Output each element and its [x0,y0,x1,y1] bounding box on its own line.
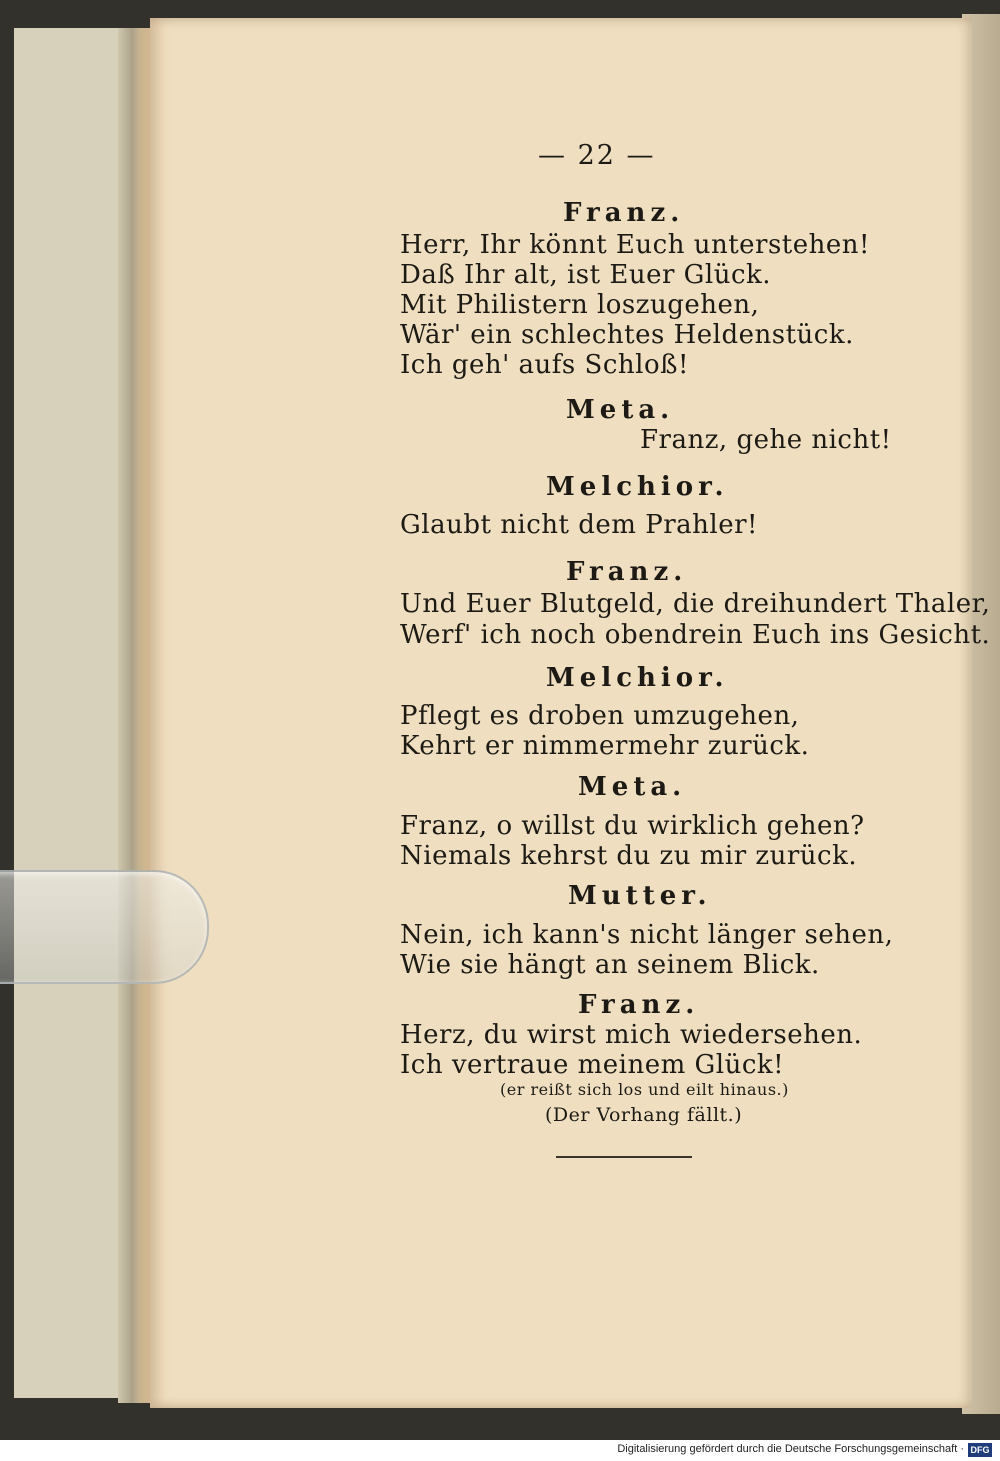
verse-line: Herr, Ihr könnt Euch unterstehen! [400,230,870,260]
speaker-name: Melchior. [546,472,729,502]
end-rule [556,1156,692,1158]
verse-line: Pflegt es droben umzugehen, [400,701,800,731]
speaker-name: Melchior. [546,663,729,693]
stage-direction: (er reißt sich los und eilt hinaus.) [500,1080,789,1099]
verse-line: Mit Philistern loszugehen, [400,290,760,320]
verse-line: Herz, du wirst mich wiedersehen. [400,1020,863,1050]
verse-line: Und Euer Blutgeld, die dreihundert Thaler, [400,589,991,619]
speaker-name: Franz. [563,198,685,228]
verse-line: Glaubt nicht dem Prahler! [400,510,758,540]
verse-line: Wie sie hängt an seinem Blick. [400,950,820,980]
page-number: — 22 — [538,140,656,171]
funding-credit: Digitalisierung gefördert durch die Deutsche Forschungsgemeinschaft · [617,1443,964,1455]
verse-line: Kehrt er nimmermehr zurück. [400,731,810,761]
speaker-name: Franz. [578,990,700,1020]
speaker-name: Franz. [566,557,688,587]
dfg-logo: DFG [968,1443,992,1457]
verse-line: Nein, ich kann's nicht länger sehen, [400,920,894,950]
verse-line: Wär' ein schlechtes Heldenstück. [400,320,854,350]
verse-line: Ich vertraue meinem Glück! [400,1050,785,1080]
speaker-name: Meta. [566,395,675,425]
verse-line: Franz, gehe nicht! [640,425,892,455]
verse-line: Werf' ich noch obendrein Euch ins Gesicht. [400,620,991,650]
verse-line: Ich geh' aufs Schloß! [400,350,689,380]
book-gutter [118,28,154,1403]
verse-line: Daß Ihr alt, ist Euer Glück. [400,260,772,290]
stage-direction: (Der Vorhang fällt.) [545,1104,743,1126]
speaker-name: Mutter. [568,881,712,911]
speaker-name: Meta. [578,772,687,802]
bookmark-clip [0,870,209,984]
verse-line: Franz, o willst du wirklich gehen? [400,811,865,841]
verse-line: Niemals kehrst du zu mir zurück. [400,841,858,871]
